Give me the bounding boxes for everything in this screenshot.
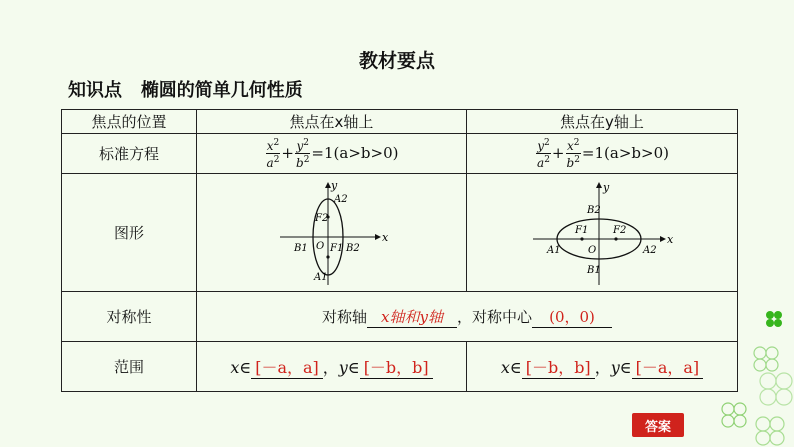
row-label-symmetry: 对称性 <box>62 292 197 342</box>
header-focus-position: 焦点的位置 <box>62 110 197 134</box>
svg-text:B1: B1 <box>587 264 601 276</box>
svg-text:A2: A2 <box>333 193 348 205</box>
svg-text:A1: A1 <box>547 244 561 256</box>
clover-icon <box>766 311 782 327</box>
table-header-row <box>62 110 738 134</box>
svg-text:F1: F1 <box>575 224 589 236</box>
section-title <box>68 76 303 102</box>
ellipse-vertical-figure <box>272 177 392 289</box>
ellipse-properties-table <box>61 109 738 392</box>
answer-button[interactable]: 答案 <box>632 413 684 437</box>
svg-text:x: x <box>381 230 388 244</box>
svg-text:F1: F1 <box>329 242 343 254</box>
range-y-answer: [－b，b] <box>360 355 433 379</box>
svg-text:B2: B2 <box>345 242 360 254</box>
symmetry-content: 对称轴 x轴和y轴 ，对称中心 (0，0) <box>197 292 738 342</box>
section-label: 知识点 <box>68 80 122 101</box>
section-topic: 椭圆的简单几何性质 <box>140 80 303 101</box>
table-row-standard-equation <box>62 134 738 174</box>
range-x-answer: [－b，b] <box>522 355 595 379</box>
symmetry-center-answer: (0，0) <box>532 306 612 328</box>
page-heading: 教材要点 <box>358 50 435 72</box>
clover-outline-icon <box>760 373 792 405</box>
header-focus-on-y: 焦点在y轴上 <box>467 110 738 134</box>
svg-text:B2: B2 <box>587 204 601 216</box>
equation-focus-x: $\frac{x^2}{a^2}$ + $\frac{y^2}{b^2}$ =1(a>b>0) <box>197 134 467 174</box>
fraction-x-over-b: $\frac{x^2}{b^2}$ <box>566 138 580 170</box>
ellipse-horizontal-figure <box>527 177 677 289</box>
fraction-x-over-a: $\frac{x^2}{a^2}$ <box>266 138 280 170</box>
svg-text:F2: F2 <box>613 224 627 236</box>
svg-text:A1: A1 <box>313 271 328 283</box>
svg-text:B1: B1 <box>293 242 308 254</box>
equation-focus-y: $\frac{y^2}{a^2}$ + $\frac{x^2}{b^2}$ =1(a>b>0) <box>467 134 738 174</box>
svg-text:O: O <box>315 240 324 252</box>
svg-text:A2: A2 <box>643 244 657 256</box>
svg-text:x: x <box>667 232 674 246</box>
figure-focus-x-cell <box>197 174 467 292</box>
clover-outline-icon <box>754 347 778 371</box>
fraction-y-over-a: $\frac{y^2}{a^2}$ <box>537 138 550 170</box>
decorative-clover-group <box>704 247 794 447</box>
range-y-answer: [－a，a] <box>632 355 704 379</box>
range-focus-y: x∈ [－b，b] ，y∈ [－a，a] <box>467 342 738 392</box>
svg-text:y: y <box>330 178 337 192</box>
header-focus-on-x: 焦点在x轴上 <box>197 110 467 134</box>
table-row-symmetry <box>62 292 738 342</box>
svg-text:F2: F2 <box>314 212 328 224</box>
row-label-figure: 图形 <box>62 174 197 292</box>
figure-focus-y-cell <box>467 174 738 292</box>
range-x-answer: [－a，a] <box>251 355 323 379</box>
row-label-range: 范围 <box>62 342 197 392</box>
fraction-y-over-b: $\frac{y^2}{b^2}$ <box>296 138 310 170</box>
clover-outline-icon <box>756 417 784 445</box>
svg-text:O: O <box>588 244 597 256</box>
range-focus-x: x∈ [－a，a] ，y∈ [－b，b] <box>197 342 467 392</box>
row-label-standard-equation: 标准方程 <box>62 134 197 174</box>
table-row-range <box>62 342 738 392</box>
clover-outline-icon <box>722 403 746 427</box>
table-row-figure <box>62 174 738 292</box>
symmetry-axis-answer: x轴和y轴 <box>367 306 457 328</box>
svg-text:y: y <box>603 180 610 194</box>
